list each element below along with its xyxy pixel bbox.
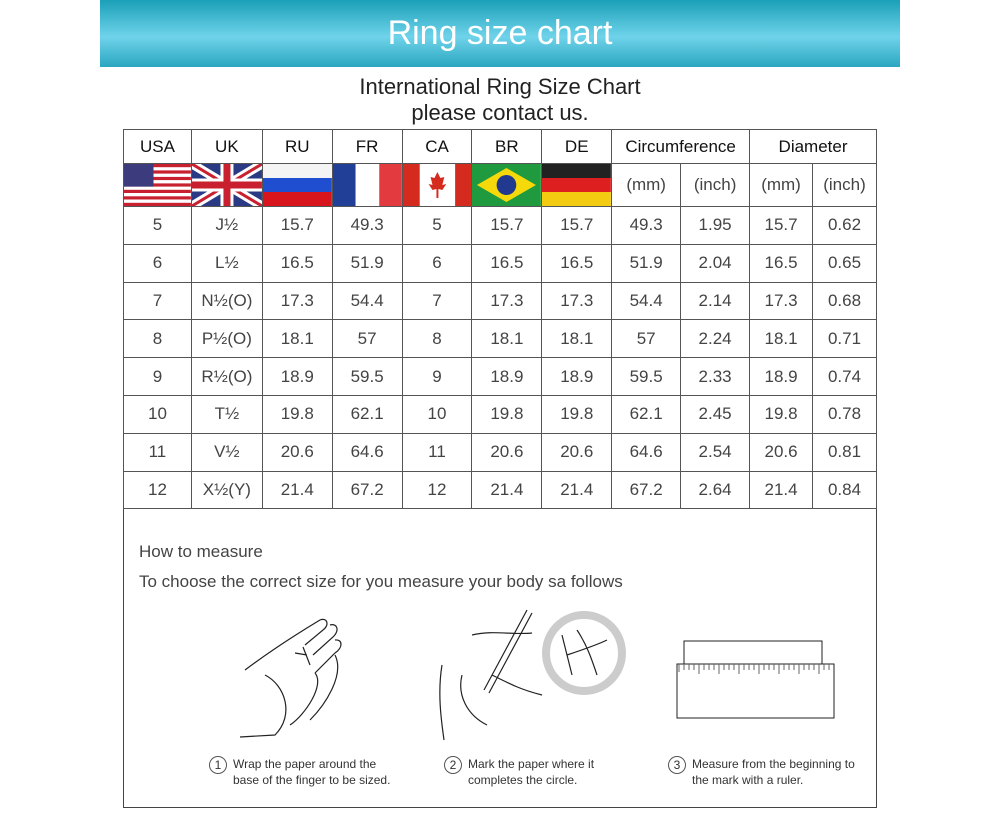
table-cell: 2.14 <box>681 282 750 320</box>
table-cell: 11 <box>402 433 472 471</box>
table-cell: T½ <box>191 395 262 433</box>
step-1 <box>209 756 390 788</box>
header-uk: UK <box>191 130 262 164</box>
table-cell: 64.6 <box>612 433 681 471</box>
table-cell: X½(Y) <box>191 471 262 509</box>
marking-paper-illustration <box>432 605 632 745</box>
table-cell: 10 <box>402 395 472 433</box>
table-cell: 8 <box>124 320 192 358</box>
table-cell: 17.3 <box>262 282 332 320</box>
table-cell: 15.7 <box>542 207 612 245</box>
table-cell: 19.8 <box>262 395 332 433</box>
table-cell: 6 <box>124 244 192 282</box>
table-row <box>124 282 877 320</box>
table-cell: 18.9 <box>472 358 542 396</box>
step-number: 1 <box>209 756 227 774</box>
germany-flag-icon <box>542 164 611 206</box>
table-cell: 2.45 <box>681 395 750 433</box>
step-text: Measure from the beginning to <box>692 757 855 771</box>
table-cell: 10 <box>124 395 192 433</box>
table-row <box>124 433 877 471</box>
unit-circ-mm: (mm) <box>612 164 681 207</box>
table-cell: 7 <box>402 282 472 320</box>
table-cell: 20.6 <box>542 433 612 471</box>
table-cell: 17.3 <box>472 282 542 320</box>
table-cell: V½ <box>191 433 262 471</box>
step-2 <box>444 756 594 788</box>
how-to-measure-intro: To choose the correct size for you measure your body sa follows <box>139 572 623 591</box>
france-flag-icon <box>333 164 402 206</box>
step-number: 2 <box>444 756 462 774</box>
table-cell: 57 <box>612 320 681 358</box>
table-cell: 0.78 <box>813 395 877 433</box>
step-text: the mark with a ruler. <box>692 773 804 787</box>
table-cell: 18.9 <box>262 358 332 396</box>
table-cell: 62.1 <box>612 395 681 433</box>
unit-dia-mm: (mm) <box>750 164 813 207</box>
table-cell: 9 <box>124 358 192 396</box>
table-cell: 16.5 <box>472 244 542 282</box>
header-de: DE <box>542 130 612 164</box>
step-3 <box>668 756 855 788</box>
brazil-flag-icon <box>472 164 541 206</box>
table-cell: 17.3 <box>542 282 612 320</box>
header-usa: USA <box>124 130 192 164</box>
header-circumference: Circumference <box>612 130 750 164</box>
table-cell: 16.5 <box>262 244 332 282</box>
table-cell: 59.5 <box>332 358 402 396</box>
table-cell: 16.5 <box>542 244 612 282</box>
uk-flag-icon <box>192 164 262 206</box>
table-row <box>124 207 877 245</box>
table-cell: 6 <box>402 244 472 282</box>
table-cell: 20.6 <box>472 433 542 471</box>
table-cell: 51.9 <box>612 244 681 282</box>
unit-dia-inch: (inch) <box>813 164 877 207</box>
table-cell: 2.24 <box>681 320 750 358</box>
header-row <box>124 130 877 164</box>
table-cell: 54.4 <box>612 282 681 320</box>
step-text: base of the finger to be sized. <box>233 773 391 787</box>
table-cell: 0.68 <box>813 282 877 320</box>
chart-heading: International Ring Size Chart <box>359 74 641 99</box>
table-cell: 0.81 <box>813 433 877 471</box>
header-ca: CA <box>402 130 472 164</box>
table-cell: 20.6 <box>262 433 332 471</box>
banner-title: Ring size chart <box>100 0 900 67</box>
table-cell: P½(O) <box>191 320 262 358</box>
table-cell: 7 <box>124 282 192 320</box>
contact-note: please contact us. <box>411 100 589 125</box>
table-cell: R½(O) <box>191 358 262 396</box>
table-cell: 18.1 <box>542 320 612 358</box>
table-cell: 51.9 <box>332 244 402 282</box>
table-cell: 19.8 <box>542 395 612 433</box>
table-cell: 19.8 <box>472 395 542 433</box>
table-cell: 16.5 <box>750 244 813 282</box>
table-cell: 59.5 <box>612 358 681 396</box>
table-cell: 18.9 <box>542 358 612 396</box>
table-cell: 5 <box>402 207 472 245</box>
table-cell: 67.2 <box>612 471 681 509</box>
table-cell: 0.71 <box>813 320 877 358</box>
table-row <box>124 358 877 396</box>
step-number: 3 <box>668 756 686 774</box>
table-cell: 21.4 <box>472 471 542 509</box>
table-cell: 8 <box>402 320 472 358</box>
unit-circ-inch: (inch) <box>681 164 750 207</box>
table-cell: 18.1 <box>750 320 813 358</box>
header-fr: FR <box>332 130 402 164</box>
table-cell: 20.6 <box>750 433 813 471</box>
table-cell: 62.1 <box>332 395 402 433</box>
canada-flag-icon <box>403 164 472 206</box>
ruler-illustration <box>676 640 836 720</box>
table-row <box>124 471 877 509</box>
table-cell: 19.8 <box>750 395 813 433</box>
table-cell: 21.4 <box>262 471 332 509</box>
step-text: Mark the paper where it <box>468 757 595 771</box>
hand-wrap-illustration <box>235 615 365 745</box>
table-cell: 18.1 <box>262 320 332 358</box>
table-cell: 5 <box>124 207 192 245</box>
table-cell: 49.3 <box>332 207 402 245</box>
ring-size-table <box>123 129 877 509</box>
table-cell: 49.3 <box>612 207 681 245</box>
table-cell: 67.2 <box>332 471 402 509</box>
table-cell: 15.7 <box>262 207 332 245</box>
header-diameter: Diameter <box>750 130 877 164</box>
table-cell: 0.65 <box>813 244 877 282</box>
table-cell: 0.74 <box>813 358 877 396</box>
table-cell: 18.1 <box>472 320 542 358</box>
table-cell: 64.6 <box>332 433 402 471</box>
table-row <box>124 244 877 282</box>
table-cell: 21.4 <box>542 471 612 509</box>
russia-flag-icon <box>263 164 332 206</box>
table-row <box>124 395 877 433</box>
table-row <box>124 320 877 358</box>
header-br: BR <box>472 130 542 164</box>
table-cell: 18.9 <box>750 358 813 396</box>
table-cell: 2.33 <box>681 358 750 396</box>
table-cell: 54.4 <box>332 282 402 320</box>
flag-row <box>124 164 877 207</box>
table-cell: 1.95 <box>681 207 750 245</box>
table-cell: 15.7 <box>472 207 542 245</box>
table-cell: 2.64 <box>681 471 750 509</box>
table-cell: 0.84 <box>813 471 877 509</box>
table-cell: N½(O) <box>191 282 262 320</box>
table-cell: 11 <box>124 433 192 471</box>
table-cell: L½ <box>191 244 262 282</box>
step-text: completes the circle. <box>468 773 578 787</box>
table-cell: 15.7 <box>750 207 813 245</box>
table-cell: 17.3 <box>750 282 813 320</box>
step-text: Wrap the paper around the <box>233 757 377 771</box>
table-cell: 9 <box>402 358 472 396</box>
table-cell: 2.54 <box>681 433 750 471</box>
usa-flag-icon <box>124 164 191 206</box>
table-cell: 57 <box>332 320 402 358</box>
table-cell: J½ <box>191 207 262 245</box>
table-cell: 2.04 <box>681 244 750 282</box>
table-cell: 21.4 <box>750 471 813 509</box>
how-to-measure-title: How to measure <box>139 542 263 561</box>
table-cell: 0.62 <box>813 207 877 245</box>
header-ru: RU <box>262 130 332 164</box>
table-cell: 12 <box>402 471 472 509</box>
table-cell: 12 <box>124 471 192 509</box>
